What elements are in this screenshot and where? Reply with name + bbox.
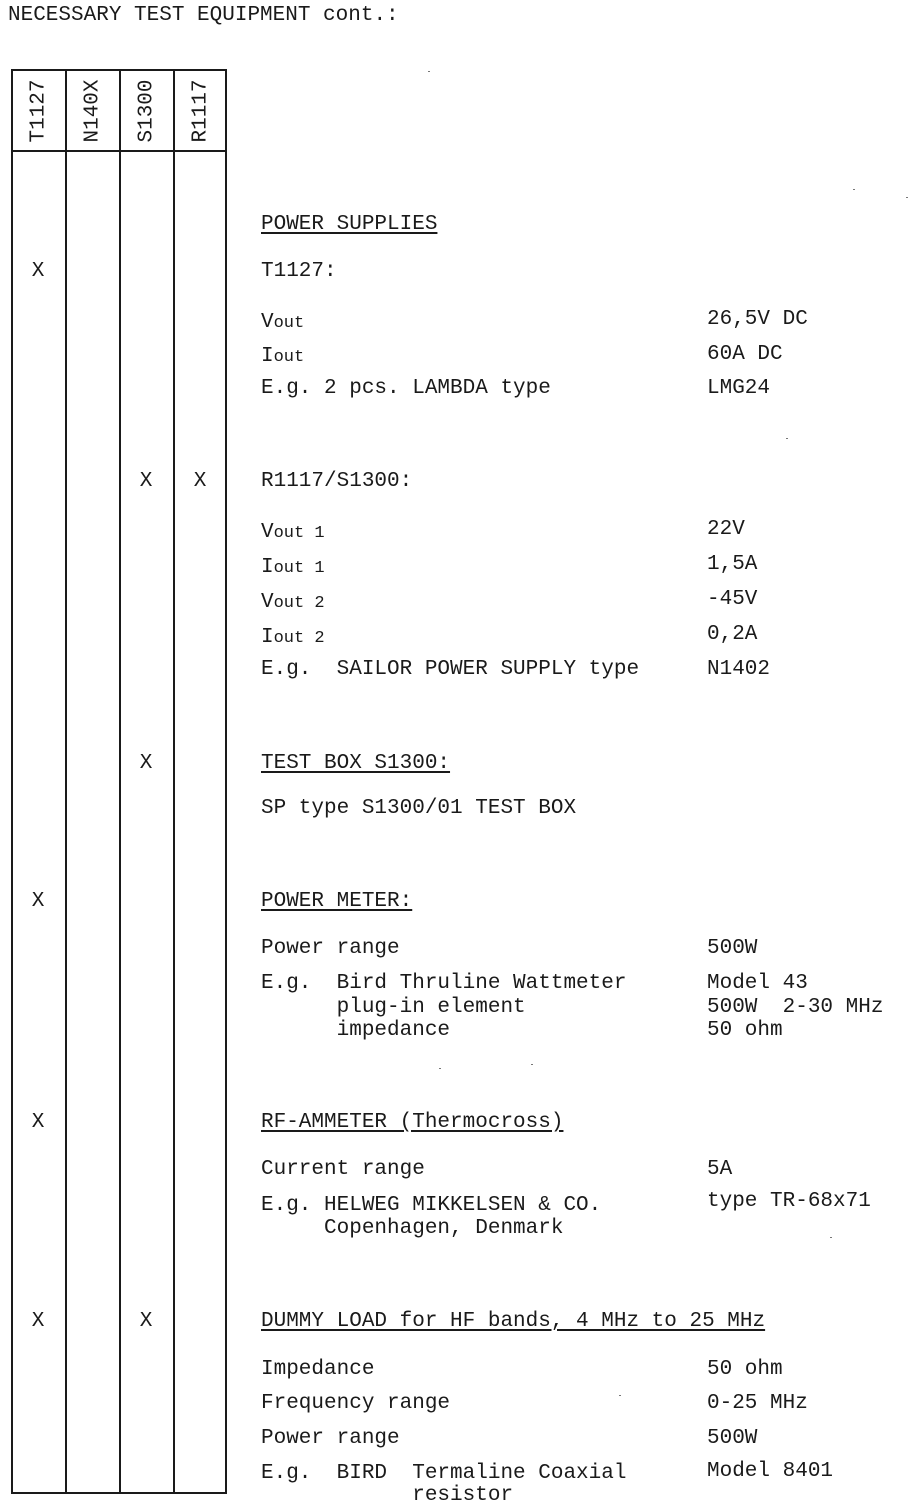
example-value-sailor: N1402 bbox=[707, 658, 771, 681]
scan-speck bbox=[906, 197, 908, 198]
column-header-t1127: T1127 bbox=[27, 79, 51, 143]
example-label-lambda: E.g. 2 pcs. LAMBDA type bbox=[261, 377, 551, 400]
spec-label-power-range: Power range bbox=[261, 1427, 400, 1450]
example-line: E.g. BIRD Termaline Coaxial bbox=[261, 1462, 627, 1485]
spec-value-current-range: 5A bbox=[707, 1158, 733, 1181]
section-heading-rf-ammeter: RF-AMMETER (Thermocross) bbox=[261, 1111, 564, 1134]
column-header-r1117: R1117 bbox=[189, 79, 213, 143]
section-heading-test-box: TEST BOX S1300: bbox=[261, 752, 451, 775]
spec-value-iout-2: 0,2A bbox=[707, 623, 758, 646]
spec-value-iout: 60A DC bbox=[707, 343, 783, 366]
spec-value-power-range: 500W bbox=[707, 1427, 758, 1450]
example-label-sailor: E.g. SAILOR POWER SUPPLY type bbox=[261, 658, 640, 681]
column-header-n140x: N140X bbox=[81, 79, 105, 143]
spec-value-vout: 26,5V DC bbox=[707, 308, 808, 331]
mark-t1127: X bbox=[31, 890, 45, 913]
spec-label-power-range: Power range bbox=[261, 937, 400, 960]
spec-label-iout-2: Iout 2 bbox=[261, 626, 325, 649]
spec-value-vout-1: 22V bbox=[707, 518, 745, 541]
table-divider bbox=[65, 69, 67, 1494]
scan-speck bbox=[428, 71, 430, 72]
spec-label-vout: Vout bbox=[261, 311, 305, 334]
example-value: Model 43 bbox=[707, 972, 808, 995]
mark-s1300: X bbox=[139, 1310, 153, 1333]
spec-value-vout-2: -45V bbox=[707, 588, 758, 611]
table-header-divider bbox=[11, 150, 227, 152]
example-value: type TR-68x71 bbox=[707, 1190, 871, 1213]
spec-value-power-range: 500W bbox=[707, 937, 758, 960]
example-value: Model 8401 bbox=[707, 1460, 834, 1483]
column-header-s1300: S1300 bbox=[135, 79, 159, 143]
example-value: 50 ohm bbox=[707, 1019, 783, 1042]
mark-s1300: X bbox=[139, 470, 153, 493]
table-divider bbox=[119, 69, 121, 1494]
scan-speck bbox=[531, 1064, 533, 1065]
scan-speck bbox=[786, 438, 788, 439]
mark-t1127: X bbox=[31, 1111, 45, 1134]
spec-label-current-range: Current range bbox=[261, 1158, 425, 1181]
example-line: resistor bbox=[261, 1484, 514, 1507]
spec-value-frequency-range: 0-25 MHz bbox=[707, 1392, 808, 1415]
spec-label-iout-1: Iout 1 bbox=[261, 556, 325, 579]
mark-t1127: X bbox=[31, 260, 45, 283]
spec-label-vout-1: Vout 1 bbox=[261, 521, 325, 544]
section-heading-dummy-load: DUMMY LOAD for HF bands, 4 MHz to 25 MHz bbox=[261, 1310, 766, 1333]
scan-speck bbox=[830, 1237, 832, 1238]
subsection-label-t1127: T1127: bbox=[261, 260, 337, 283]
section-heading-power-supplies: POWER SUPPLIES bbox=[261, 213, 438, 236]
scan-speck bbox=[439, 1068, 441, 1069]
test-box-description: SP type S1300/01 TEST BOX bbox=[261, 797, 577, 820]
subsection-label-r1117-s1300: R1117/S1300: bbox=[261, 470, 413, 493]
mark-s1300: X bbox=[139, 752, 153, 775]
page-title: NECESSARY TEST EQUIPMENT cont.: bbox=[8, 4, 399, 27]
section-heading-power-meter: POWER METER: bbox=[261, 890, 413, 913]
example-line: Copenhagen, Denmark bbox=[261, 1217, 564, 1240]
spec-value-impedance: 50 ohm bbox=[707, 1358, 783, 1381]
spec-label-iout: Iout bbox=[261, 345, 305, 368]
example-value-lambda: LMG24 bbox=[707, 377, 771, 400]
table-divider bbox=[173, 69, 175, 1494]
example-value: 500W 2-30 MHz bbox=[707, 996, 884, 1019]
mark-r1117: X bbox=[193, 470, 207, 493]
example-line: E.g. Bird Thruline Wattmeter bbox=[261, 972, 627, 995]
spec-label-vout-2: Vout 2 bbox=[261, 591, 325, 614]
spec-label-impedance: Impedance bbox=[261, 1358, 375, 1381]
example-line: E.g. HELWEG MIKKELSEN & CO. bbox=[261, 1194, 602, 1217]
example-line: impedance bbox=[261, 1019, 451, 1042]
scan-speck bbox=[619, 1395, 621, 1396]
spec-value-iout-1: 1,5A bbox=[707, 553, 758, 576]
spec-label-frequency-range: Frequency range bbox=[261, 1392, 451, 1415]
example-line: plug-in element bbox=[261, 996, 526, 1019]
scan-speck bbox=[853, 189, 855, 190]
mark-t1127: X bbox=[31, 1310, 45, 1333]
